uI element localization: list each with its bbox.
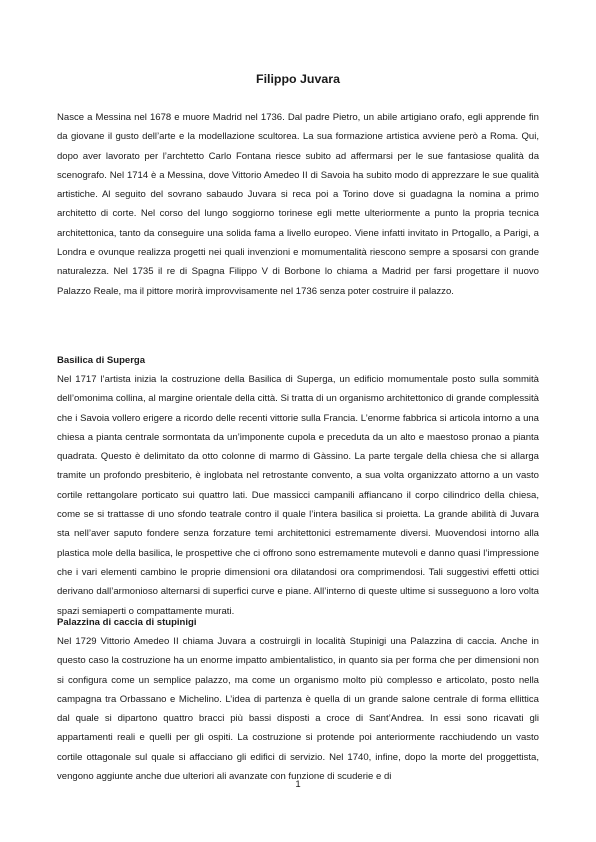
section-heading-superga: Basilica di Superga — [57, 355, 146, 366]
intro-paragraph: Nasce a Messina nel 1678 e muore Madrid nel 1736. Dal padre Pietro, un abile artigiano orafo, egli apprende fin da giovane il gusto dell’arte e la modellazione scultorea. La sua formazione artistica avviene però a Roma. Qui, dopo aver lavorato per l’archtetto Carlo Fontana riesce subito ad affermarsi per le sue fantasiose qualità da scenografo. Nel 1714 è a Messina, dove Vittorio Amedeo II di Savoia ha subito modo di apprezzare le sue qualità artistiche. Al seguito del sovrano sabaudo Juvara si reca poi a Torino dove si guadagna la nomina a primo architetto di corte. Nel corso del lungo soggiorno torinese egli mette ulteriormente a punto la propria tecnica architettonica, tanto da conseguire una solida fama a livello europeo. Viene infatti invitato in Prtogallo, a Parigi, a Londra e ovunque realizza progetti nei quali invenzioni e momumentalità riescono sempre a sposarsi con grande naturalezza. Nel 1735 il re di Spagna Filippo V di Borbone lo chiama a Madrid per farsi progettare il nuovo Palazzo Reale, ma il pittore morirà improvvisamente nel 1736 senza poter costruire il palazzo. — [57, 112, 539, 297]
section-paragraph-stupinigi: Nel 1729 Vittorio Amedeo II chiama Juvara a costruirgli in località Stupinigi una Palazzina di caccia. Anche in questo caso la costruzione ha un enorme impatto ambientalistico, in quanto sia per forma che per dimensioni non si configura come un semplice palazzo, ma come un organismo molto più complesso e articolato, posto nella campagna tra Orbassano e Michelino. L’idea di partenza è quella di un grande salone centrale di forma ellittica dal quale si dipartono quattro bracci più bassi disposti a croce di Sant’Andrea. In essi sono ricavati gli appartamenti reali e quelli per gli ospiti. La costruzione si protende poi anteriormente racchiudendo un vasto cortile ottagonale sul quale si affacciano gli edifici di servizio. Nel 1740, infine, dopo la morte del proggettista, vengono aggiunte anche due ulteriori ali avanzate con funzione di scuderie e di — [57, 636, 539, 783]
page-title: Filippo Juvara — [256, 72, 340, 86]
page-number: 1 — [295, 779, 301, 790]
section-heading-stupinigi: Palazzina di caccia di stupinigi — [57, 617, 197, 628]
section-paragraph-superga: Nel 1717 l’artista inizia la costruzione della Basilica di Superga, un edificio momumentale posto sulla sommità dell’omonima collina, al margine orientale della città. Si tratta di un organismo architettonico di grande complessità che i Savoia vollero erigere a ricordo delle recenti vittorie sulla Francia. L’enorme fabbrica si articola intorno a una chiesa a pianta centrale sormontata da un’imponente cupola e preceduta da un alto e maestoso pronao a pianta quadrata. Questo è delimitato da otto colonne di marmo di Gàssino. La parte tergale della chiesa che si allarga tramite un profondo presbiterio, è inglobata nel retrostante convento, a sua volta organizzato attorno a un vasto cortile rettangolare porticato sui quattro lati. Due massicci campanili affiancano il corpo cilindrico della chiesa, come se si trattasse di uno sfondo teatrale contro il quale l’intera basilica si proietta. La grande abilità di Juvara sta nell’aver saputo fondere senza forzature temi architettonici estremamente diversi. Muovendosi intorno alla plastica mole della basilica, le prospettive che ci offrono sono estremamente mutevoli e danno quasi l’impressione che i vari elementi cambino le proprie dimensioni ora dilatandosi ora comprimendosi. Tali suggestivi effetti ottici derivano dall’armonioso alternarsi di superfici curve e piane. All’interno di queste ultime si susseguono a loro volta spazi semiaperti o compattamente murati. — [57, 374, 539, 617]
